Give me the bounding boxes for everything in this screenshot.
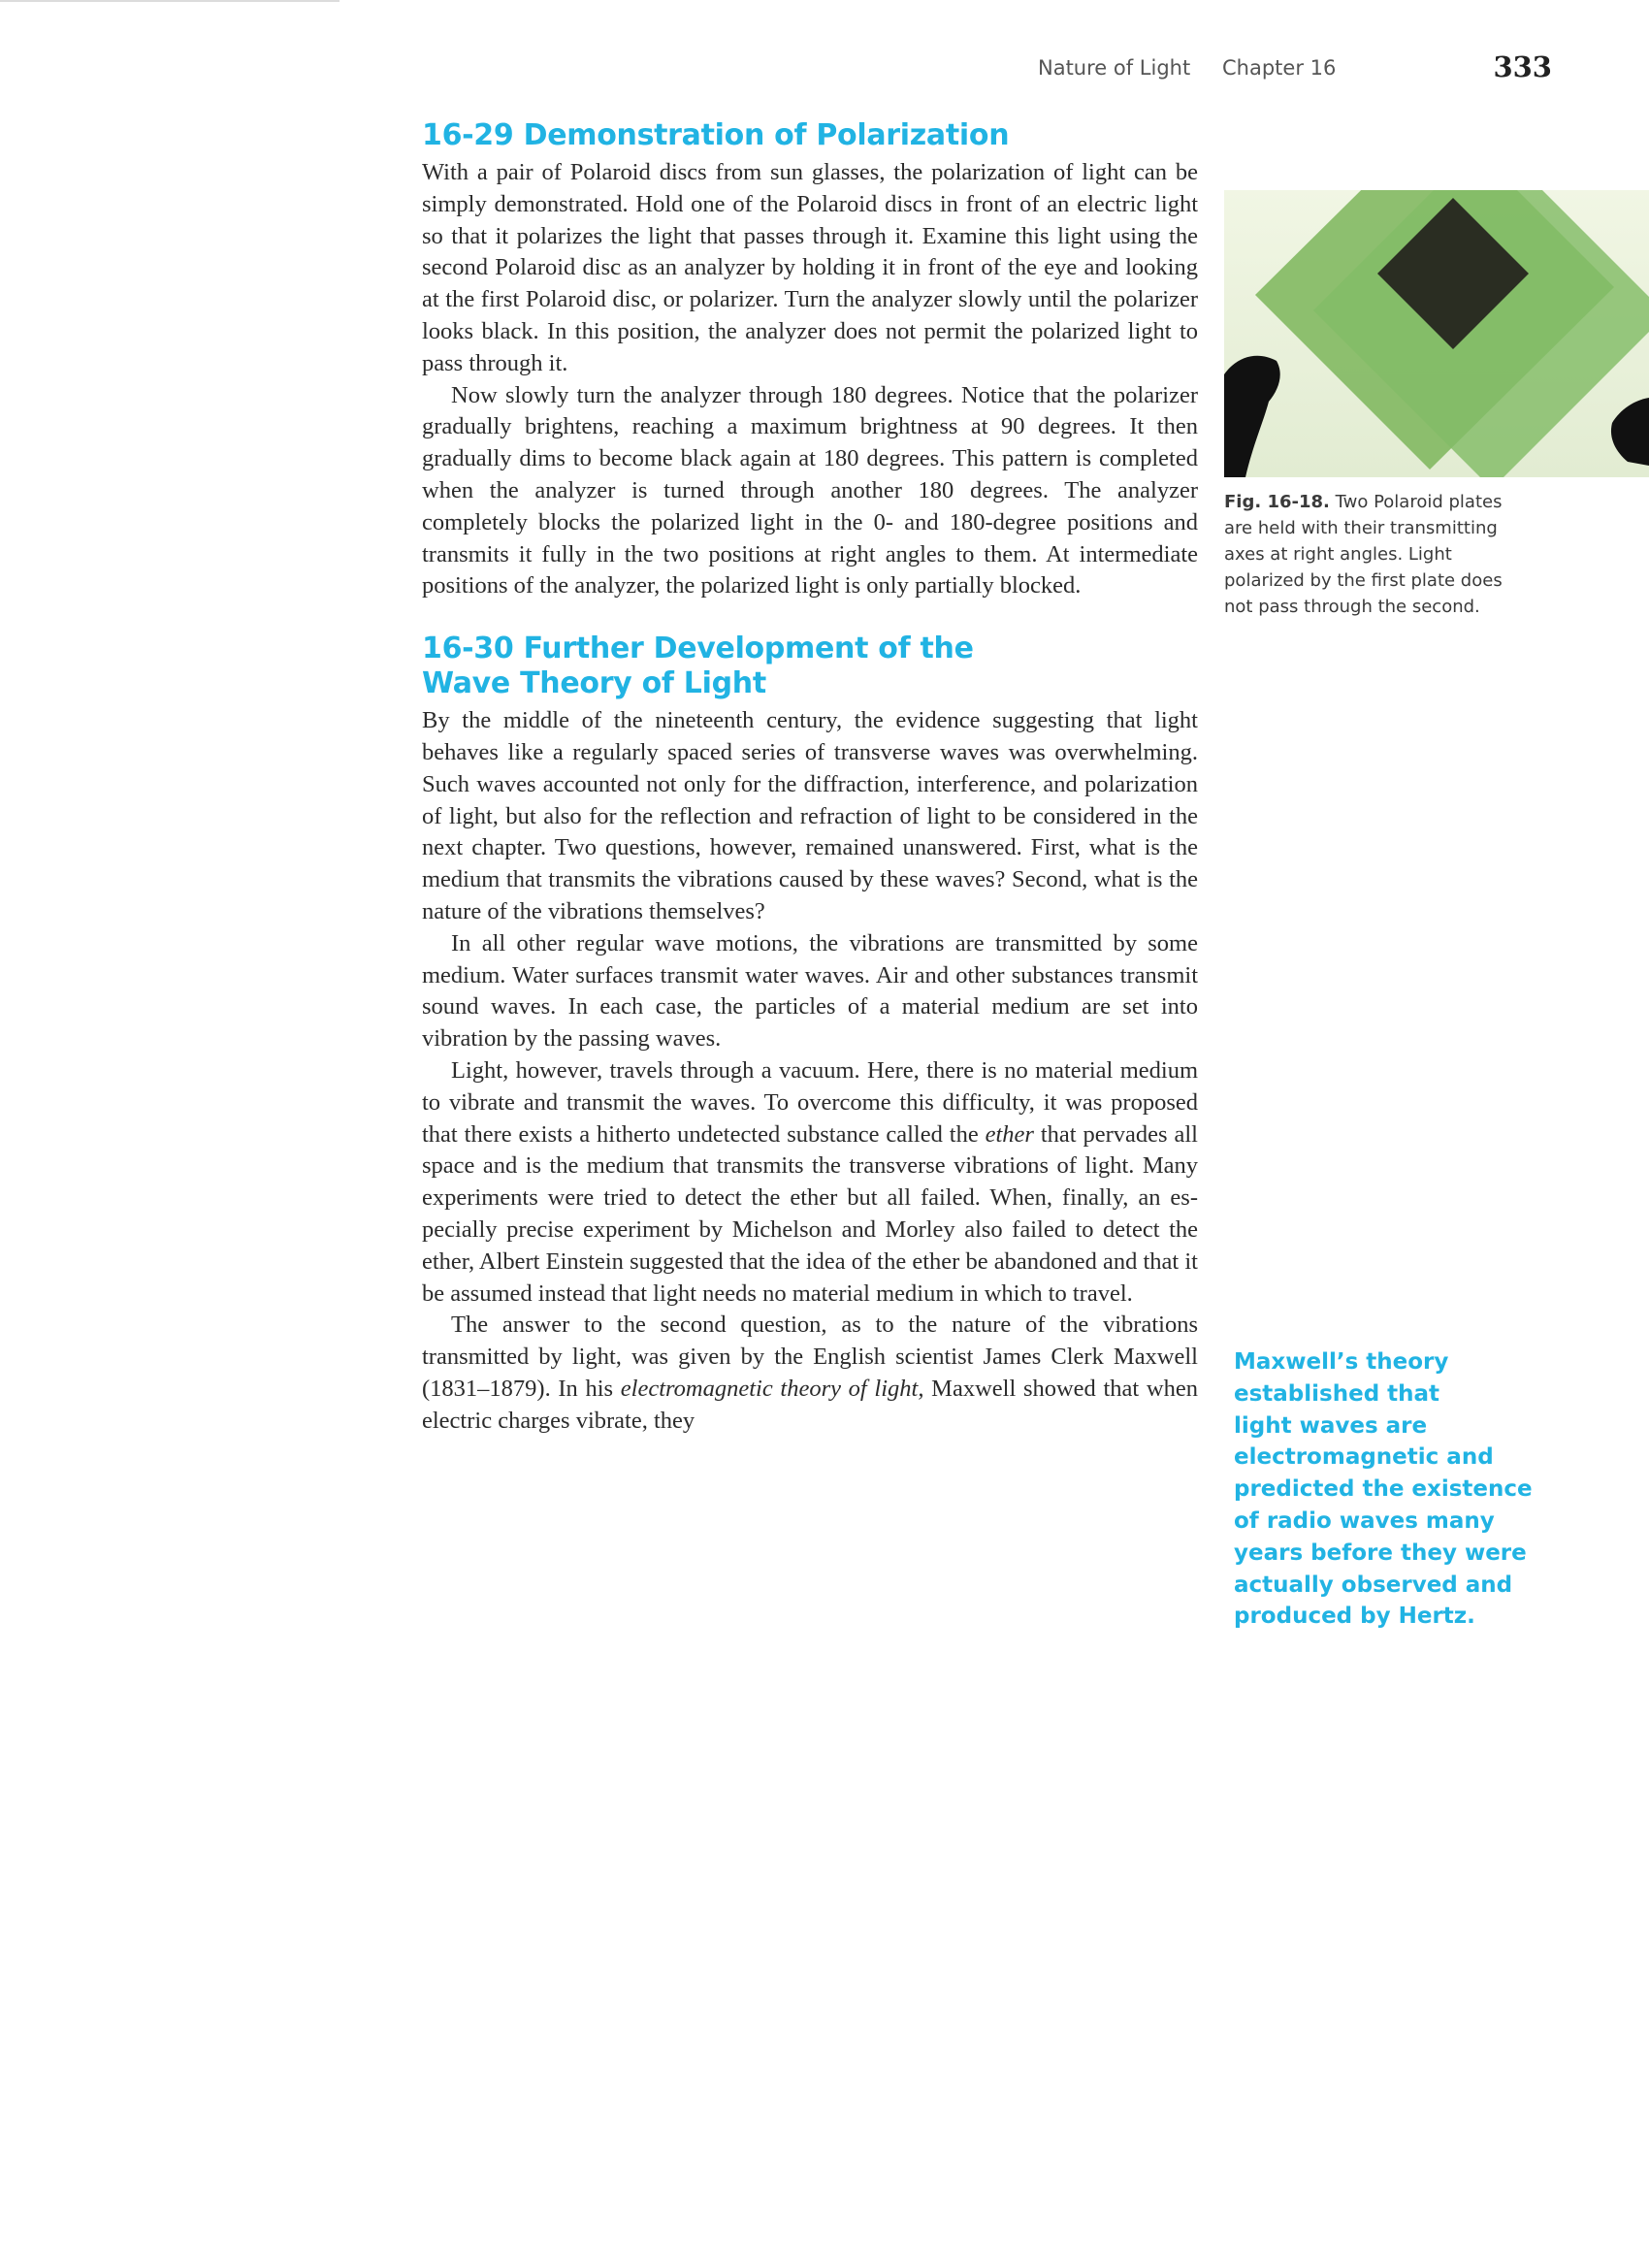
margin-note-line: produced by Hertz. [1234, 1604, 1475, 1630]
paragraph-4-text-b: Maxwell showed that when electric charges vibrate, they [422, 1375, 1198, 1434]
page-edge-line [0, 0, 340, 2]
section-heading-16-29: 16-29 Demonstration of Polarization [422, 118, 1010, 152]
margin-note [1234, 1346, 1535, 1633]
section-16-30-paragraph-2: In all other regular wave motions, the vibrations are transmitted by some medium. Water surfaces transmit water waves. Air and other substances transmit sound waves. In each case, the particles of a material medium are set into vibration by the passing waves. [422, 929, 1198, 1053]
ether-term: ether [985, 1120, 1034, 1148]
margin-note-line: light waves are [1234, 1412, 1428, 1439]
margin-note-line: actually observed and [1234, 1571, 1513, 1598]
margin-note-line: established that [1234, 1380, 1440, 1407]
main-text-column [422, 118, 1198, 1437]
running-head-chapter: Chapter 16 [1222, 56, 1337, 80]
paragraph-3-text-b: that pervades all space and is the medium that transmits the transverse vibrations of light. Many experiments were tried to detect the ether but all failed. When, finally, an especially precise experiment by Michelson and Morley also failed to detect the ether, Albert Einstein suggested that the idea of the ether be abandoned and that it be assumed instead that light needs no material medium in which to travel. [422, 1120, 1198, 1307]
page-number: 333 [1493, 50, 1552, 83]
margin-note-line: predicted the existence [1234, 1476, 1533, 1503]
figure-caption-text: Two Polaroid plates are held with their transmitting axes at right angles. Light polarized by the first plate does not pass through the second. [1224, 492, 1503, 617]
figure-caption [1224, 489, 1533, 620]
polaroid-plates-photo [1224, 190, 1649, 477]
section-16-29-paragraph-2: Now slowly turn the analyzer through 180 degrees. Notice that the polarizer gradually brightens, reaching a maximum brightness at 90 degrees. It then gradually dims to become black again at 180 degrees. This pattern is completed when the analyzer is turned through another 180 degrees. The analyzer completely blocks the polarized light in the 0- and 180-degree positions and transmits it fully in the two positions at right angles to them. At intermediate positions of the analyzer, the polarized light is only partially blocked. [422, 381, 1198, 599]
margin-note-line: of radio waves many [1234, 1507, 1495, 1534]
margin-note-line: electromagnetic and [1234, 1444, 1494, 1471]
section-heading-16-30 [422, 632, 1198, 701]
running-head [1028, 50, 1552, 89]
section-16-30-paragraph-3 [422, 1055, 1198, 1310]
section-16-29-paragraph-1: With a pair of Polaroid discs from sun glasses, the polarization of light can be simply demonstrated. Hold one of the Polaroid discs in front of an electric light so that it polarizes the light that passes through it. Examine this light using the second Polaroid disc as an analyzer by holding it in front of the eye and looking at the first Polaroid disc, or polarizer. Turn the analyzer slowly until the polarizer looks black. In this position, the analyzer does not permit the polarized light to pass through it. [422, 159, 1198, 376]
section-heading-16-30-line-1: 16-30 Further Development of the [422, 632, 974, 666]
polaroid-plates-illustration [1224, 190, 1649, 477]
section-16-30-paragraph-1: By the middle of the nineteenth century, the evidence suggesting that light behaves like a regularly spaced series of transverse waves was overwhelming. Such waves accounted not only for the diffraction, interference, and polarization of light, but also for the reflection and refraction of light to be considered in the next chapter. Two questions, however, remained unanswered. First, what is the medium that transmits the vibrations caused by these waves? Second, what is the nature of the vibrations themselves? [422, 707, 1198, 924]
running-head-title: Nature of Light [1038, 56, 1191, 80]
margin-note-line: Maxwell’s theory [1234, 1349, 1449, 1375]
figure-label: Fig. 16-18. [1224, 492, 1330, 512]
paragraph-4-text-a: The answer to the second question, as to the nature of the vibrations transmitted by light, was given by the English scientist James Clerk Maxwell (1831–1879). In his [422, 1312, 1198, 1402]
section-16-30-paragraph-4 [422, 1310, 1198, 1437]
margin-note-line: years before they were [1234, 1539, 1527, 1566]
section-heading-16-30-line-2: Wave Theory of Light [422, 666, 766, 701]
electromagnetic-theory-term: electromagnetic theory of light, [620, 1375, 924, 1402]
paragraph-3-text-a: Light, however, travels through a vacuum. Here, there is no material medium to vibrate and transmit the waves. To overcome this difficulty, it was proposed that there exists a hitherto undetected substance called the [422, 1056, 1198, 1148]
